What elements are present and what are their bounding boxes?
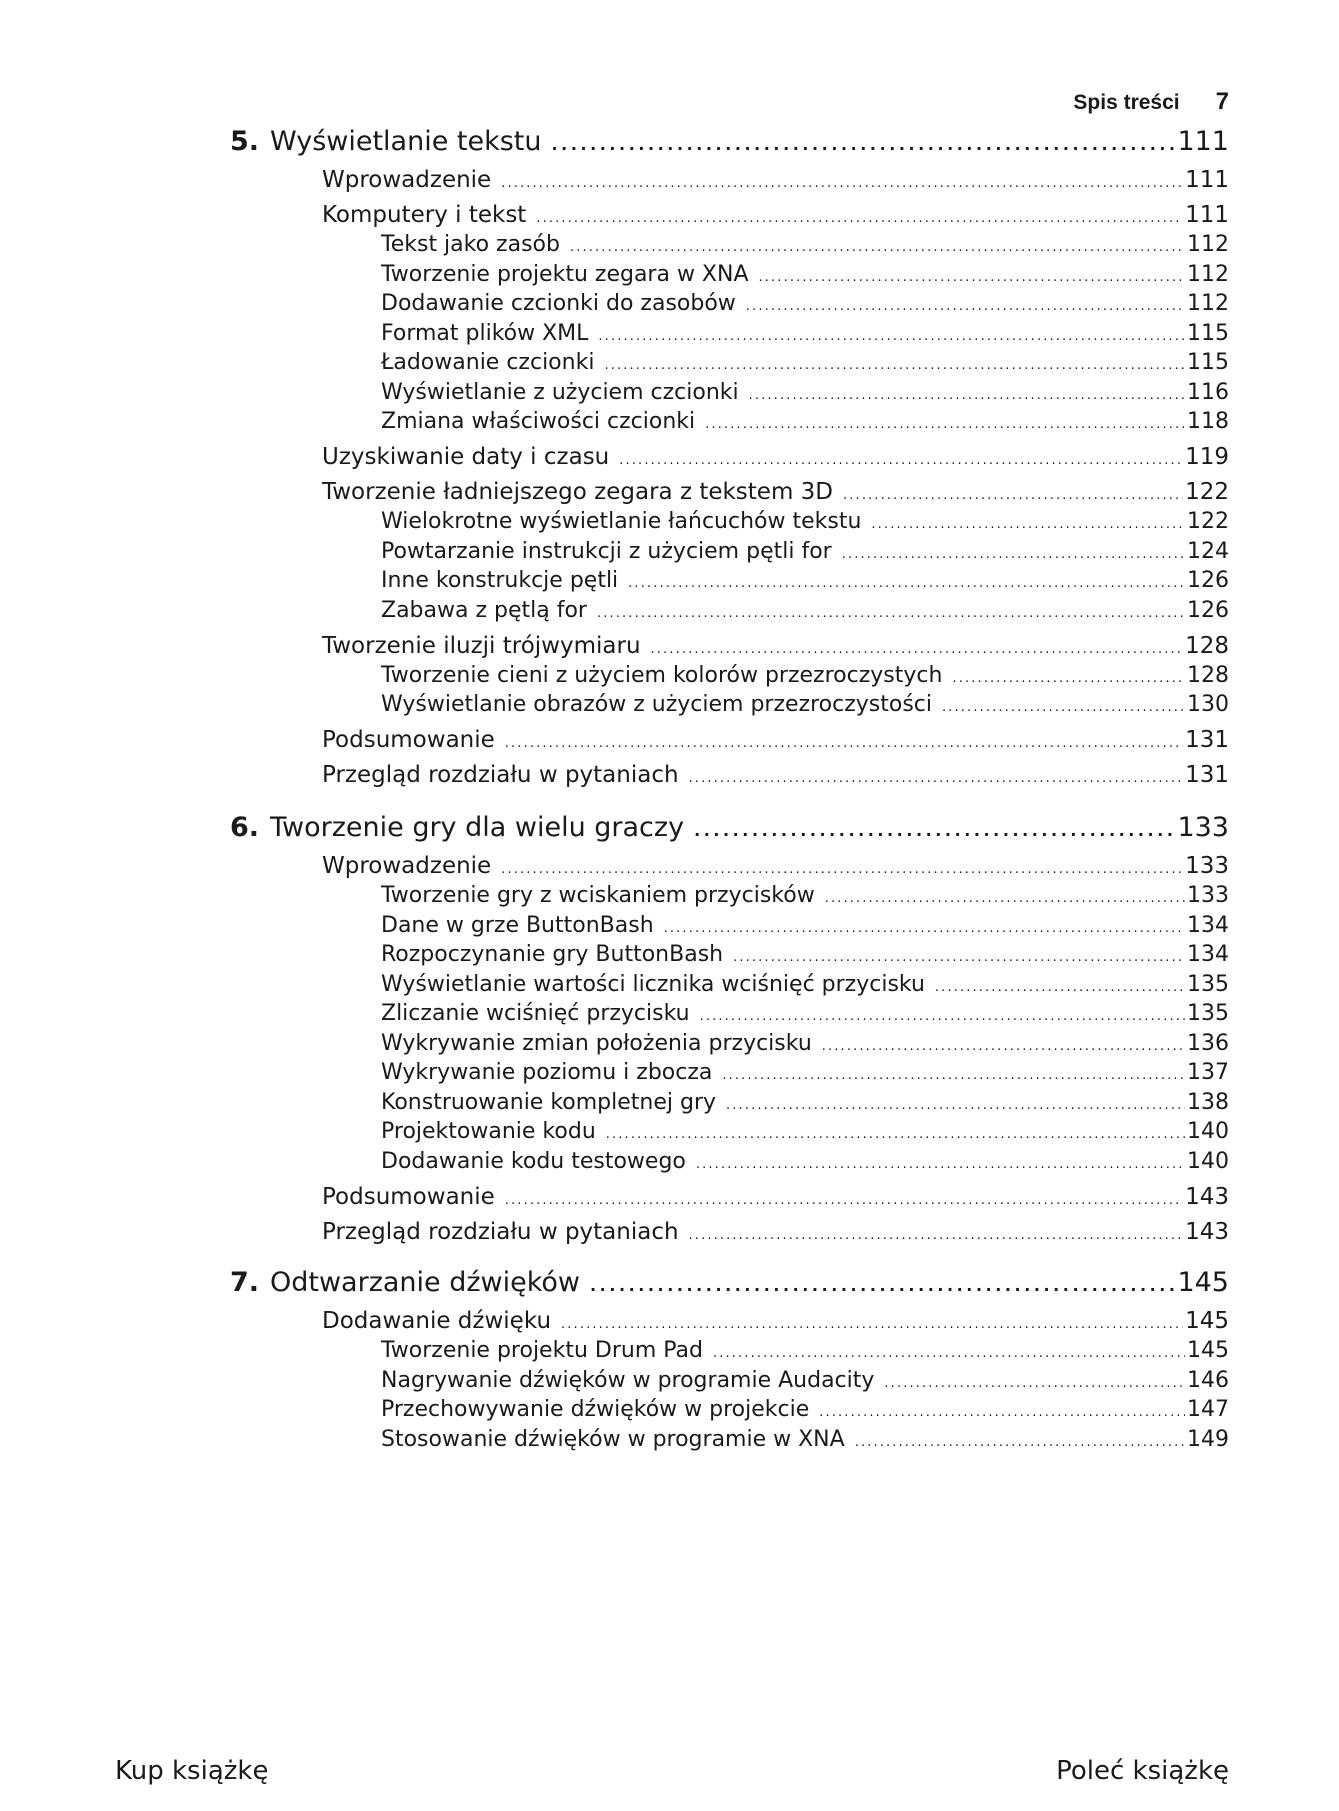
toc-section[interactable] — [322, 1184, 1229, 1210]
entry-page: 128 — [1187, 662, 1229, 688]
entry-title: Komputery i tekst — [322, 202, 527, 228]
dot-leader — [935, 980, 1185, 995]
entry-page: 149 — [1187, 1426, 1229, 1452]
entry-page: 145 — [1185, 1308, 1229, 1334]
entry-page: 140 — [1187, 1148, 1229, 1174]
dot-leader — [606, 1127, 1185, 1142]
buy-book-link[interactable]: Kup książkę — [115, 1756, 269, 1786]
entry-page: 135 — [1187, 971, 1229, 997]
chapter-page: 145 — [1177, 1267, 1229, 1298]
toc-section[interactable] — [322, 444, 1229, 470]
entry-title: Ładowanie czcionki — [381, 350, 595, 375]
toc-subsection[interactable] — [381, 380, 1229, 405]
dot-leader — [700, 1009, 1185, 1024]
entry-page: 112 — [1187, 261, 1229, 287]
dot-leader — [871, 517, 1185, 532]
entry-page: 122 — [1185, 479, 1229, 505]
dot-leader — [855, 1435, 1185, 1450]
toc-subsection[interactable] — [381, 883, 1229, 908]
dot-leader — [505, 736, 1183, 751]
dot-leader — [597, 606, 1185, 621]
entry-page: 112 — [1187, 232, 1229, 257]
entry-title: Dodawanie kodu testowego — [381, 1148, 686, 1174]
chapter-number: 5. — [230, 126, 260, 157]
dot-leader — [598, 329, 1185, 344]
entry-title: Podsumowanie — [322, 727, 495, 753]
entry-page: 146 — [1187, 1367, 1229, 1393]
toc-subsection[interactable] — [381, 1119, 1229, 1144]
entry-page: 118 — [1187, 409, 1229, 434]
toc-subsection[interactable] — [381, 291, 1229, 316]
toc-section[interactable] — [322, 1219, 1229, 1245]
entry-page: 130 — [1187, 692, 1229, 717]
entry-page: 143 — [1185, 1183, 1229, 1210]
entry-page: 119 — [1185, 444, 1229, 470]
dot-leader — [561, 1317, 1183, 1332]
entry-title: Nagrywanie dźwięków w programie Audacity — [381, 1367, 875, 1393]
entry-title: Zabawa z pętlą for — [381, 597, 587, 623]
entry-page: 128 — [1185, 632, 1229, 659]
dot-leader — [722, 1068, 1185, 1083]
toc-subsection[interactable] — [381, 942, 1229, 967]
dot-leader — [696, 1157, 1185, 1172]
dot-leader — [822, 1039, 1185, 1054]
toc-subsection[interactable] — [381, 1031, 1229, 1056]
dot-leader — [819, 1405, 1185, 1420]
toc-subsection[interactable] — [381, 1397, 1229, 1422]
entry-page: 124 — [1187, 538, 1229, 564]
toc-subsection[interactable] — [381, 692, 1229, 717]
entry-title: Konstruowanie kompletnej gry — [381, 1089, 717, 1115]
entry-title: Inne konstrukcje pętli — [381, 568, 619, 593]
toc-subsection[interactable] — [381, 1001, 1229, 1026]
chapter-number: 7. — [230, 1267, 260, 1298]
chapter-page: 111 — [1177, 126, 1229, 157]
dot-leader — [726, 1098, 1185, 1113]
toc-section[interactable] — [322, 727, 1229, 753]
entry-title: Wyświetlanie obrazów z użyciem przezroczystości — [381, 692, 932, 717]
dot-leader — [733, 950, 1185, 965]
dot-leader — [651, 642, 1184, 657]
entry-page: 131 — [1185, 727, 1229, 753]
toc-subsection[interactable] — [381, 972, 1229, 997]
recommend-book-link[interactable]: Poleć książkę — [1056, 1756, 1229, 1786]
dot-leader — [759, 270, 1185, 285]
entry-title: Tworzenie iluzji trójwymiaru — [322, 632, 641, 659]
dot-leader — [825, 891, 1185, 906]
toc-subsection[interactable] — [381, 509, 1229, 534]
entry-page: 112 — [1187, 291, 1229, 316]
dot-leader — [705, 417, 1185, 432]
entry-page: 126 — [1187, 568, 1229, 593]
entry-title: Wprowadzenie — [322, 853, 492, 879]
entry-page: 143 — [1185, 1218, 1229, 1245]
entry-title: Tworzenie gry z wciskaniem przycisków — [381, 883, 815, 908]
entry-page: 140 — [1187, 1119, 1229, 1144]
entry-page: 111 — [1185, 202, 1229, 228]
entry-page: 115 — [1187, 350, 1229, 375]
entry-title: Stosowanie dźwięków w programie w XNA — [381, 1426, 845, 1452]
chapter-title: Tworzenie gry dla wielu graczy — [270, 812, 685, 843]
chapter-page: 133 — [1177, 812, 1229, 843]
entry-title: Zmiana właściwości czcionki — [381, 409, 696, 434]
entry-title: Wyświetlanie wartości licznika wciśnięć przycisku — [381, 971, 925, 997]
dot-leader — [570, 240, 1185, 255]
entry-page: 147 — [1187, 1397, 1229, 1422]
chapter-title: Wyświetlanie tekstu — [270, 126, 542, 157]
dot-leader — [590, 1276, 1175, 1295]
dot-leader — [884, 1376, 1185, 1391]
entry-title: Wykrywanie poziomu i zbocza — [381, 1060, 713, 1085]
entry-title: Podsumowanie — [322, 1183, 495, 1210]
entry-title: Uzyskiwanie daty i czasu — [322, 444, 610, 470]
dot-leader — [689, 1228, 1184, 1243]
entry-page: 135 — [1187, 1001, 1229, 1026]
toc-section[interactable] — [322, 202, 1229, 228]
dot-leader — [619, 453, 1183, 468]
entry-title: Tworzenie projektu zegara w XNA — [381, 261, 749, 287]
page-number: 7 — [1215, 88, 1229, 115]
toc-subsection[interactable] — [381, 321, 1229, 346]
chapter-heading[interactable] — [230, 126, 1229, 157]
entry-page: 137 — [1187, 1060, 1229, 1085]
entry-page: 111 — [1185, 167, 1229, 193]
toc-section[interactable] — [322, 633, 1229, 659]
entry-title: Tworzenie cieni z użyciem kolorów przezroczystych — [381, 662, 943, 688]
entry-title: Tworzenie projektu Drum Pad — [381, 1338, 703, 1363]
entry-page: 145 — [1187, 1338, 1229, 1363]
toc-subsection[interactable] — [381, 1060, 1229, 1085]
entry-page: 133 — [1185, 853, 1229, 879]
dot-leader — [628, 576, 1185, 591]
toc-subsection[interactable] — [381, 1090, 1229, 1115]
toc-subsection[interactable] — [381, 262, 1229, 287]
entry-page: 115 — [1187, 320, 1229, 346]
toc-subsection[interactable] — [381, 1368, 1229, 1393]
entry-page: 134 — [1187, 912, 1229, 938]
dot-leader — [746, 299, 1185, 314]
entry-page: 131 — [1185, 762, 1229, 788]
toc-subsection[interactable] — [381, 1338, 1229, 1363]
entry-title: Przegląd rozdziału w pytaniach — [322, 762, 679, 788]
toc-subsection[interactable] — [381, 913, 1229, 938]
entry-title: Tworzenie ładniejszego zegara z tekstem 3D — [322, 479, 834, 505]
dot-leader — [843, 488, 1183, 503]
dot-leader — [842, 547, 1185, 562]
dot-leader — [952, 671, 1185, 686]
toc-subsection[interactable] — [381, 663, 1229, 688]
dot-leader — [713, 1346, 1185, 1361]
dot-leader — [942, 700, 1185, 715]
toc-section[interactable] — [322, 1308, 1229, 1334]
entry-title: Zliczanie wciśnięć przycisku — [381, 1001, 690, 1026]
entry-page: 136 — [1187, 1030, 1229, 1056]
toc-subsection[interactable] — [381, 539, 1229, 564]
toc-subsection[interactable] — [381, 598, 1229, 623]
toc-subsection[interactable] — [381, 409, 1229, 434]
entry-title: Wyświetlanie z użyciem czcionki — [381, 379, 739, 405]
entry-page: 133 — [1187, 883, 1229, 908]
entry-title: Format plików XML — [381, 320, 589, 346]
dot-leader — [749, 388, 1185, 403]
dot-leader — [501, 862, 1183, 877]
entry-title: Tekst jako zasób — [381, 232, 560, 257]
chapter-number: 6. — [230, 812, 260, 843]
dot-leader — [694, 821, 1175, 840]
chapter-heading[interactable] — [230, 1267, 1229, 1298]
entry-title: Dodawanie czcionki do zasobów — [381, 291, 736, 316]
entry-title: Projektowanie kodu — [381, 1119, 596, 1144]
entry-page: 134 — [1187, 942, 1229, 967]
header-title: Spis treści — [1073, 91, 1180, 114]
toc-subsection[interactable] — [381, 350, 1229, 375]
dot-leader — [664, 921, 1185, 936]
dot-leader — [604, 358, 1185, 373]
entry-title: Rozpoczynanie gry ButtonBash — [381, 942, 724, 967]
chapter-title: Odtwarzanie dźwięków — [270, 1267, 581, 1298]
toc-section[interactable] — [322, 853, 1229, 879]
dot-leader — [552, 135, 1176, 154]
entry-page: 126 — [1187, 597, 1229, 623]
toc-subsection[interactable] — [381, 1149, 1229, 1174]
entry-page: 116 — [1187, 379, 1229, 405]
entry-page: 138 — [1187, 1089, 1229, 1115]
entry-title: Dane w grze ButtonBash — [381, 912, 654, 938]
entry-title: Dodawanie dźwięku — [322, 1308, 552, 1334]
dot-leader — [689, 771, 1184, 786]
dot-leader — [505, 1193, 1183, 1208]
dot-leader — [536, 211, 1183, 226]
toc-subsection[interactable] — [381, 568, 1229, 593]
entry-title: Wykrywanie zmian położenia przycisku — [381, 1030, 812, 1056]
entry-title: Przegląd rozdziału w pytaniach — [322, 1218, 679, 1245]
toc-subsection[interactable] — [381, 1427, 1229, 1452]
toc-section[interactable] — [322, 762, 1229, 788]
entry-title: Przechowywanie dźwięków w projekcie — [381, 1397, 810, 1422]
entry-title: Wprowadzenie — [322, 167, 492, 193]
dot-leader — [501, 176, 1183, 191]
entry-title: Powtarzanie instrukcji z użyciem pętli for — [381, 538, 832, 564]
toc-subsection[interactable] — [381, 232, 1229, 257]
toc-section[interactable] — [322, 167, 1229, 193]
entry-page: 122 — [1187, 509, 1229, 534]
toc-section[interactable] — [322, 479, 1229, 505]
chapter-heading[interactable] — [230, 812, 1229, 843]
entry-title: Wielokrotne wyświetlanie łańcuchów tekstu — [381, 509, 862, 534]
